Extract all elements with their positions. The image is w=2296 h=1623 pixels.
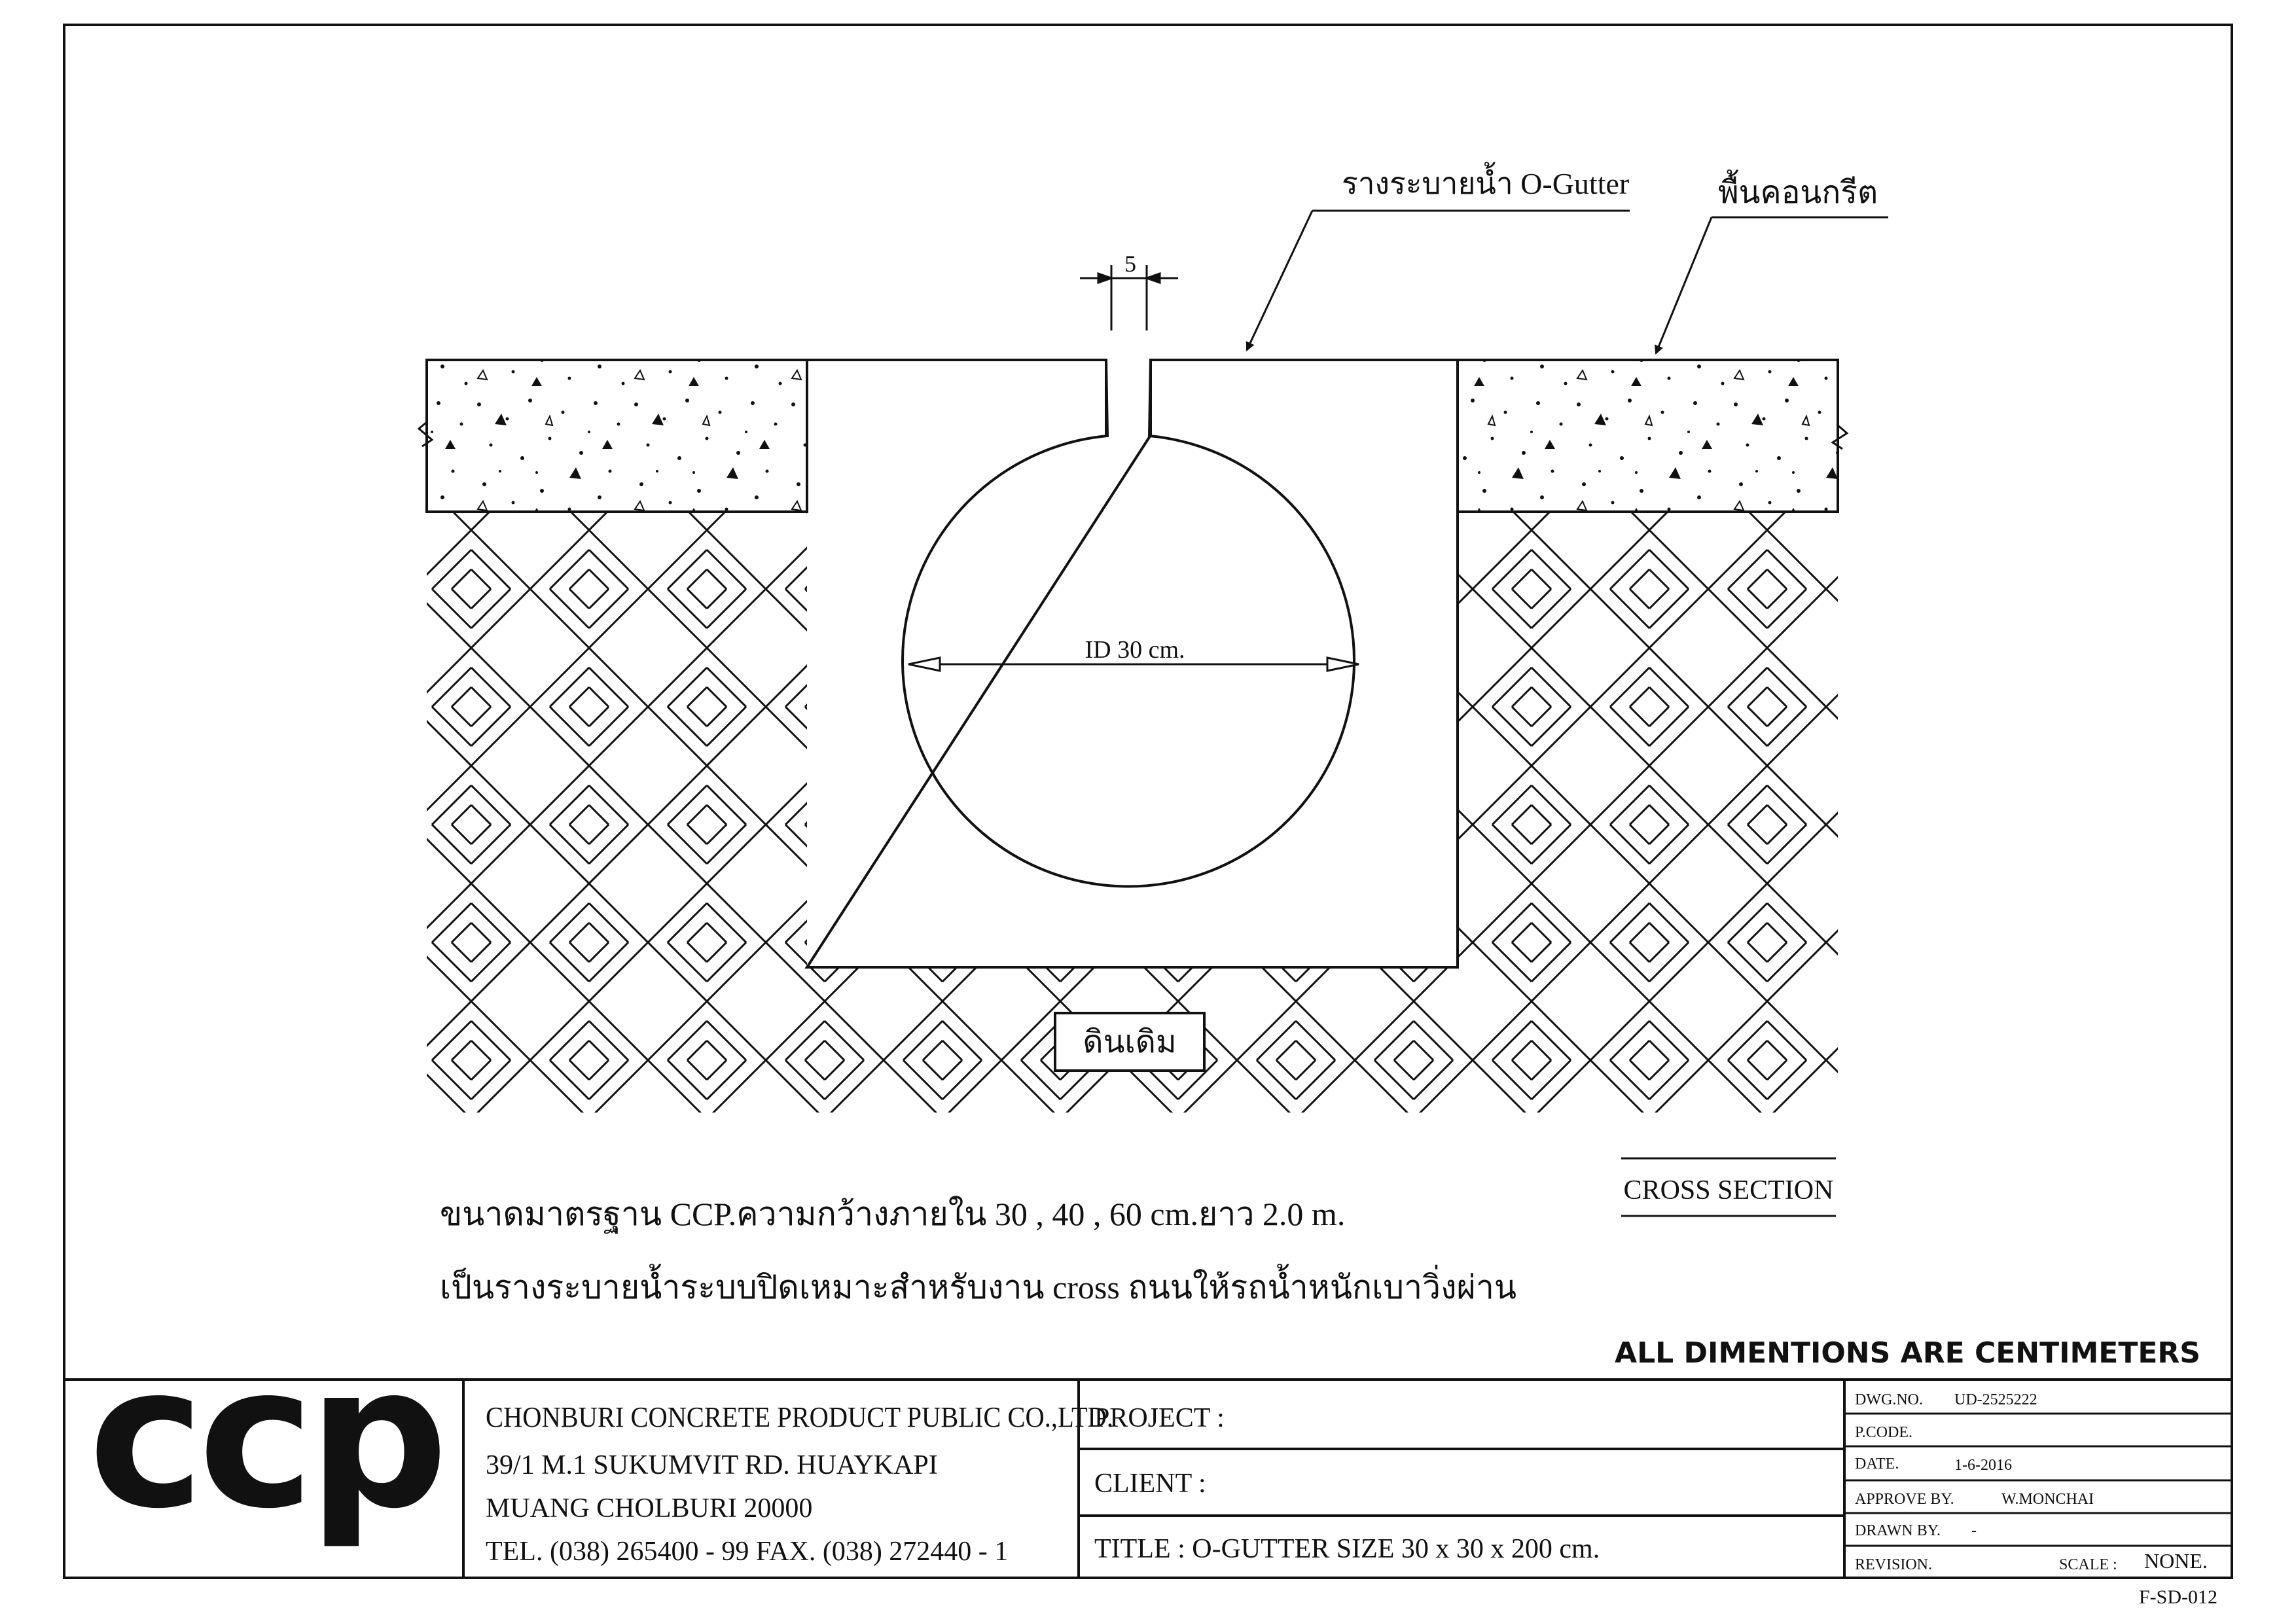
slot-dimension-label: 5 [1124,251,1136,277]
callout-gutter-label: รางระบายน้ำ O-Gutter [1342,167,1630,200]
title-label: TITLE : O-GUTTER SIZE 30 x 30 x 200 cm. [1094,1534,1600,1564]
callout-concrete-leader [1656,217,1712,353]
company-address-2: MUANG CHOLBURI 20000 [486,1493,813,1524]
company-logo: ccp [88,1323,442,1552]
callout-gutter-leader [1247,211,1312,350]
note-line-2: เป็นรางระบายน้ำระบบปิดเหมาะสำหรับงาน cross ถนนให้รถน้ำหนักเบาวิ่งผ่าน [440,1269,1517,1306]
approve-label: APPROVE BY. [1855,1491,1954,1508]
client-label: CLIENT : [1094,1469,1206,1499]
dwg-no-value: UD-2525222 [1954,1391,2037,1408]
section-label: CROSS SECTION [1623,1175,1834,1205]
units-note: ALL DIMENTIONS ARE CENTIMETERS [1615,1336,2200,1370]
diameter-label: ID 30 cm. [1085,636,1185,664]
revision-label: REVISION. [1855,1556,1932,1573]
approve-value: W.MONCHAI [2001,1491,2094,1508]
note-line-1: ขนาดมาตรฐาน CCP.ความกว้างภายใน 30 , 40 , 60 cm.ยาว 2.0 m. [440,1196,1346,1232]
company-address-1: 39/1 M.1 SUKUMVIT RD. HUAYKAPI [486,1450,938,1480]
drawn-label: DRAWN BY. [1855,1522,1941,1539]
concrete-slab-left [427,360,807,512]
company-phone: TEL. (038) 265400 - 99 FAX. (038) 272440 - 1 [486,1537,1009,1567]
date-value: 1-6-2016 [1954,1457,2012,1474]
pcode-label: P.CODE. [1855,1424,1913,1441]
soil-label: ดินเดิม [1083,1025,1177,1060]
date-label: DATE. [1855,1455,1899,1472]
callout-concrete-label: พื้นคอนกรีต [1718,175,1878,210]
dwg-no-label: DWG.NO. [1855,1391,1923,1408]
project-label: PROJECT : [1094,1403,1225,1433]
sheet-code: F-SD-012 [2138,1586,2217,1608]
scale-value: NONE. [2144,1549,2208,1573]
scale-label: SCALE : [2059,1556,2117,1573]
drawn-value: - [1971,1522,1977,1539]
concrete-slab-right [1458,360,1838,512]
company-name: CHONBURI CONCRETE PRODUCT PUBLIC CO.,LTD. [486,1401,1114,1434]
diameter-arrow-left [908,658,940,671]
